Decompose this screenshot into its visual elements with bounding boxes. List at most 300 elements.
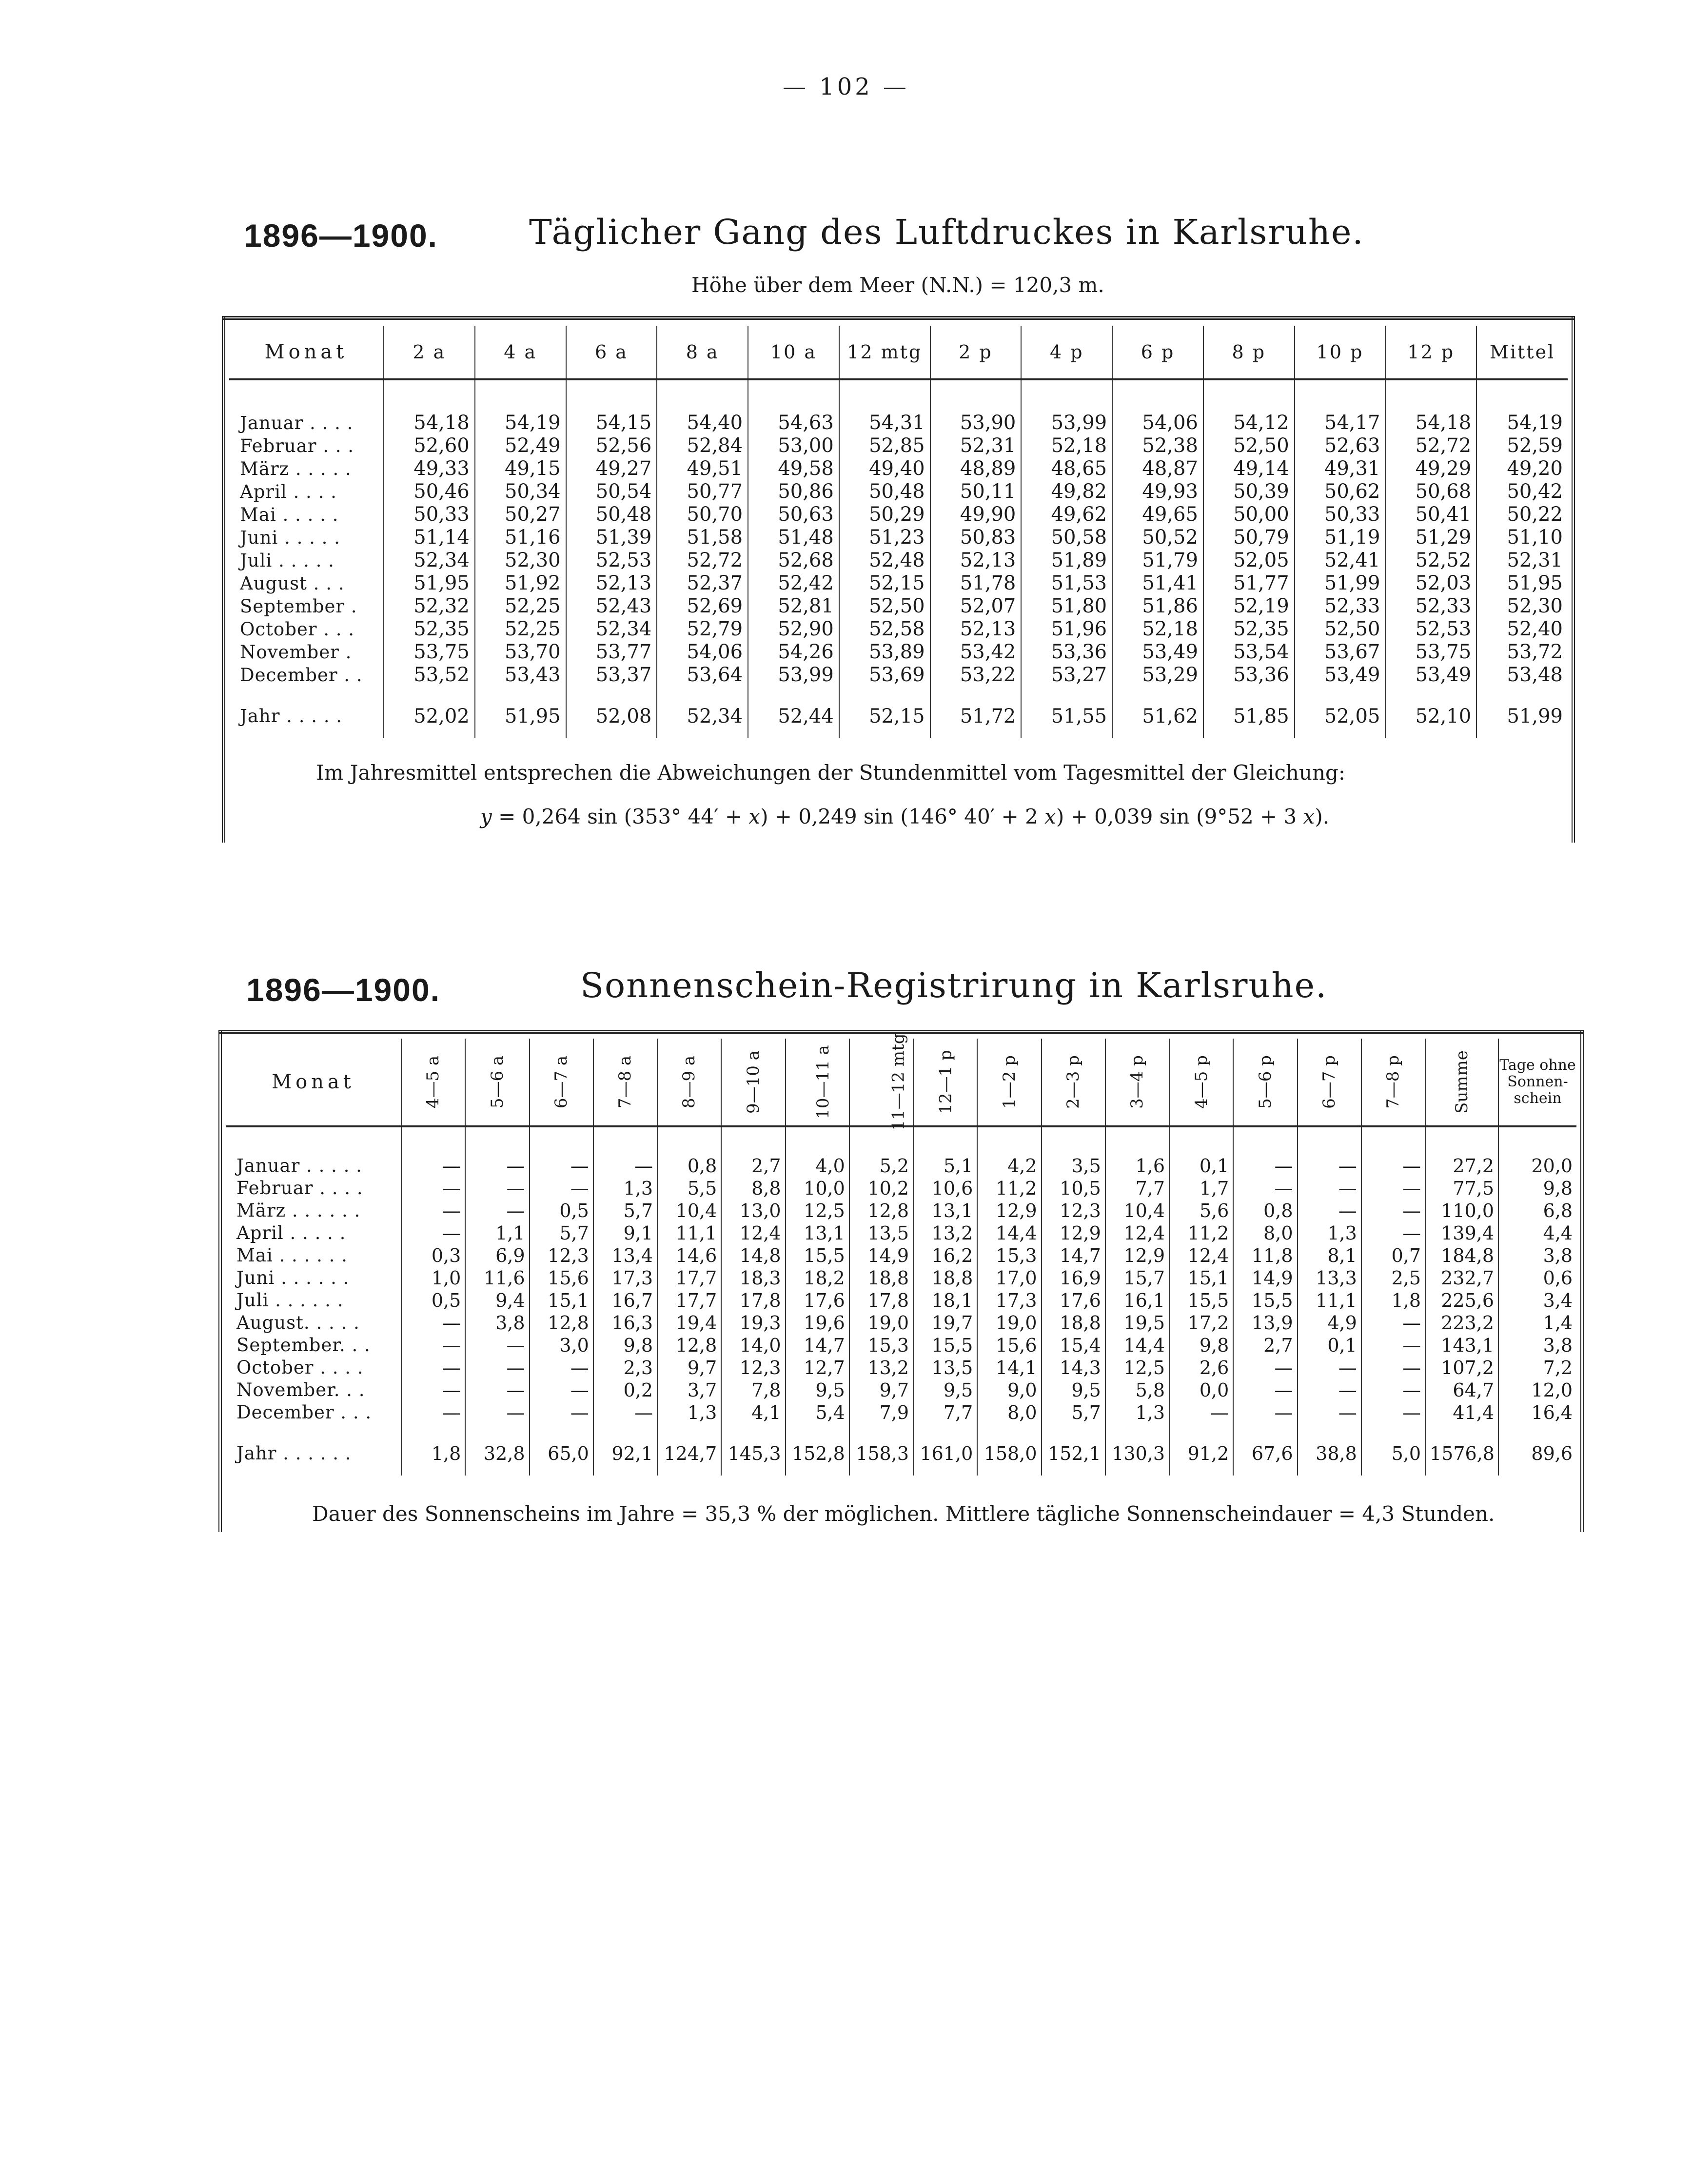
row-label: Mai . . . . . [240, 504, 339, 525]
row-label: August . . . [240, 573, 345, 594]
table2-spacer-cell [1233, 1126, 1297, 1155]
table-cell: 50,79 [1203, 526, 1295, 549]
table-cell: 12,4 [721, 1222, 785, 1244]
table2-header-label-12: 3—4 p [1127, 1055, 1147, 1109]
table-cell: 49,93 [1112, 480, 1203, 503]
table-cell: 9,8 [1498, 1177, 1576, 1200]
pressure-header-row [229, 326, 1568, 379]
table2-end-cell [465, 1468, 529, 1476]
table-cell: 50,86 [748, 480, 839, 503]
table-cell: 17,8 [849, 1289, 913, 1312]
table2-gap-cell [786, 1424, 849, 1434]
table1-end-cell [748, 730, 839, 738]
table2-header-label-14: 5—6 p [1255, 1055, 1275, 1109]
table-cell: — [465, 1200, 529, 1222]
table-cell: 5,1 [913, 1155, 977, 1177]
table2-end-cell [226, 1468, 401, 1476]
table-cell: 0,6 [1498, 1267, 1576, 1289]
table-cell: — [401, 1312, 465, 1334]
table-cell: 52,05 [1295, 696, 1386, 730]
pressure-table [229, 326, 1568, 738]
table-cell: 52,40 [1476, 618, 1568, 641]
table-cell: 54,19 [1476, 412, 1568, 434]
table1-formula [480, 805, 1329, 828]
table-cell: 18,2 [786, 1267, 849, 1289]
table-cell: 14,4 [1105, 1334, 1169, 1357]
table-cell: 1,6 [1105, 1155, 1169, 1177]
table-cell: 49,65 [1112, 503, 1203, 526]
table-cell: 52,52 [1385, 549, 1476, 572]
formula-x2: x [1044, 805, 1056, 828]
table-cell: 52,35 [384, 618, 475, 641]
table-cell: 17,3 [977, 1289, 1041, 1312]
table-cell: 51,14 [384, 526, 475, 549]
table1-title: Täglicher Gang des Luftdruckes in Karlsruhe. [529, 212, 1364, 252]
table2-header-0: Monat [272, 1071, 355, 1093]
table-cell: 49,14 [1203, 457, 1295, 480]
table-cell: 52,08 [566, 696, 657, 730]
table-cell: 5,6 [1169, 1200, 1233, 1222]
table-cell: 18,8 [1042, 1312, 1105, 1334]
table-cell: 9,5 [1042, 1379, 1105, 1401]
table-cell: 1,0 [401, 1267, 465, 1289]
table1-years: 1896—1900. [244, 217, 438, 254]
table-cell: 11,1 [1298, 1289, 1361, 1312]
table-cell: 51,55 [1021, 696, 1112, 730]
table-cell: 52,49 [475, 434, 566, 457]
table-cell: 51,89 [1021, 549, 1112, 572]
table-cell: — [1233, 1401, 1297, 1424]
table-cell: 13,5 [849, 1222, 913, 1244]
table1-gap-row [229, 687, 1568, 696]
table-cell: 14,7 [786, 1334, 849, 1357]
table-cell: 48,87 [1112, 457, 1203, 480]
table-row [226, 1334, 1576, 1357]
table-cell: 52,81 [748, 595, 839, 618]
table1-spacer-cell [930, 379, 1022, 412]
table-cell: 53,27 [1021, 664, 1112, 687]
table-cell: — [1298, 1200, 1361, 1222]
formula-x3: x [1303, 805, 1315, 828]
row-label: Februar . . . [240, 435, 354, 456]
table1-spacer-cell [229, 379, 384, 412]
table2-header-3 [530, 1039, 593, 1126]
table-cell: 16,7 [593, 1289, 657, 1312]
table-cell: — [1361, 1401, 1425, 1424]
table-cell: 51,86 [1112, 595, 1203, 618]
table-cell: 38,8 [1298, 1434, 1361, 1468]
table-cell: 51,80 [1021, 595, 1112, 618]
table1-gap-cell [1476, 687, 1568, 696]
table-cell: 139,4 [1425, 1222, 1498, 1244]
table2-gap-cell [530, 1424, 593, 1434]
table-cell: 2,3 [593, 1357, 657, 1379]
row-label: Juni . . . . . [240, 527, 340, 548]
sunshine-table [226, 1033, 1576, 1476]
table-cell: 49,15 [475, 457, 566, 480]
table2-spacer-cell [849, 1126, 913, 1155]
table-cell: 3,7 [657, 1379, 721, 1401]
table-cell: — [530, 1177, 593, 1200]
table-cell: 50,27 [475, 503, 566, 526]
table-cell: 0,5 [530, 1200, 593, 1222]
table-cell: 107,2 [1425, 1357, 1498, 1379]
table-cell: 51,39 [566, 526, 657, 549]
table1-gap-cell [1112, 687, 1203, 696]
table-cell: — [1361, 1200, 1425, 1222]
table1-header-7: 2 p [930, 326, 1022, 379]
table-row [226, 1267, 1576, 1289]
table-cell: 92,1 [593, 1434, 657, 1468]
table1-header-9: 6 p [1112, 326, 1203, 379]
table1-spacer-cell [1476, 379, 1568, 412]
table1-header-4: 8 a [657, 326, 748, 379]
table1-gap-cell [1021, 687, 1112, 696]
table1-end-cell [1203, 730, 1295, 738]
table2-end-row [226, 1468, 1576, 1476]
table-cell: 52,34 [657, 696, 748, 730]
table1-gap-cell [1295, 687, 1386, 696]
table-cell: 12,3 [1042, 1200, 1105, 1222]
table-cell: 32,8 [465, 1434, 529, 1468]
table2-header-label-10: 1—2 p [999, 1055, 1019, 1109]
table2-end-cell [1498, 1468, 1576, 1476]
table-cell: 51,99 [1295, 572, 1386, 595]
table-cell: — [1298, 1379, 1361, 1401]
table2-gap-cell [1298, 1424, 1361, 1434]
row-label: September . [240, 596, 357, 617]
row-label: Jahr . . . . . [240, 706, 343, 727]
table-cell: 11,2 [977, 1177, 1041, 1200]
table-row [229, 412, 1568, 434]
table-cell: 19,7 [913, 1312, 977, 1334]
table2-spacer-cell [913, 1126, 977, 1155]
table-cell: 54,26 [748, 641, 839, 664]
row-label: August. . . . . [236, 1312, 360, 1333]
table-cell: 52,02 [384, 696, 475, 730]
table2-spacer-cell [1042, 1126, 1105, 1155]
table2-header-11 [1042, 1039, 1105, 1126]
table2-spacer-cell [786, 1126, 849, 1155]
table-cell: 51,85 [1203, 696, 1295, 730]
table-cell: 51,53 [1021, 572, 1112, 595]
table-cell: 3,8 [1498, 1244, 1576, 1267]
table-cell: 51,29 [1385, 526, 1476, 549]
table-cell: — [401, 1222, 465, 1244]
table-cell: 143,1 [1425, 1334, 1498, 1357]
table2-end-cell [1105, 1468, 1169, 1476]
table-cell: 51,78 [930, 572, 1022, 595]
table-cell: 50,11 [930, 480, 1022, 503]
table-cell: — [530, 1401, 593, 1424]
table-cell: 49,27 [566, 457, 657, 480]
table-cell: 50,48 [839, 480, 930, 503]
table-cell: 52,15 [839, 696, 930, 730]
table-cell: 4,2 [977, 1155, 1041, 1177]
table2-header-6 [721, 1039, 785, 1126]
table-cell: 51,16 [475, 526, 566, 549]
table-cell: — [1361, 1357, 1425, 1379]
table-cell: 12,4 [1105, 1222, 1169, 1244]
table-cell: 12,8 [657, 1334, 721, 1357]
table1-end-cell [657, 730, 748, 738]
table1-gap-cell [475, 687, 566, 696]
table-cell: 13,9 [1233, 1312, 1297, 1334]
table-cell: 52,13 [566, 572, 657, 595]
table-cell: 19,0 [849, 1312, 913, 1334]
table-cell: 9,5 [913, 1379, 977, 1401]
table-cell: 4,4 [1498, 1222, 1576, 1244]
table-cell: 52,53 [1385, 618, 1476, 641]
table-cell: 1,3 [1298, 1222, 1361, 1244]
table1-spacer-cell [748, 379, 839, 412]
table2-header-label-5: 8—9 a [679, 1055, 699, 1109]
table1-gap-cell [748, 687, 839, 696]
table-cell: 13,5 [913, 1357, 977, 1379]
table2-gap-cell [465, 1424, 529, 1434]
table-cell: 53,48 [1476, 664, 1568, 687]
table1-end-row [229, 730, 1568, 738]
table-cell: 52,50 [1295, 618, 1386, 641]
row-label: Juli . . . . . . [236, 1290, 344, 1311]
table-cell: 89,6 [1498, 1434, 1576, 1468]
table-cell: 11,8 [1233, 1244, 1297, 1267]
table-cell: — [1361, 1334, 1425, 1357]
table2-gap-cell [226, 1424, 401, 1434]
table-row [229, 664, 1568, 687]
table-cell: 52,03 [1385, 572, 1476, 595]
table-cell: 51,10 [1476, 526, 1568, 549]
table2-end-cell [1233, 1468, 1297, 1476]
table1-spacer-cell [1295, 379, 1386, 412]
row-label: December . . . [236, 1402, 372, 1423]
table-cell: — [1361, 1177, 1425, 1200]
table-row [229, 457, 1568, 480]
table2-gap-cell [1233, 1424, 1297, 1434]
table-cell: 49,58 [748, 457, 839, 480]
table-cell: 12,7 [786, 1357, 849, 1379]
table-cell: 12,8 [530, 1312, 593, 1334]
table2-spacer-cell [1298, 1126, 1361, 1155]
formula-y: y [480, 805, 492, 828]
table-row [226, 1379, 1576, 1401]
table-cell: 52,72 [1385, 434, 1476, 457]
table-cell: — [1298, 1401, 1361, 1424]
table2-header-4 [593, 1039, 657, 1126]
formula-x1: x [748, 805, 761, 828]
table-cell: 53,22 [930, 664, 1022, 687]
table-cell: 52,34 [384, 549, 475, 572]
table-cell: 53,70 [475, 641, 566, 664]
table2-gap-cell [1042, 1424, 1105, 1434]
table1-spacer-row [229, 379, 1568, 412]
table-cell: 53,52 [384, 664, 475, 687]
table1-header-12: 12 p [1385, 326, 1476, 379]
table2-header-17 [1425, 1039, 1498, 1126]
table-cell: 0,1 [1169, 1155, 1233, 1177]
table1-end-cell [1476, 730, 1568, 738]
table2-header-label-8: 11—12 mtg [888, 1033, 908, 1131]
table-cell: 15,3 [849, 1334, 913, 1357]
table-cell: 10,0 [786, 1177, 849, 1200]
table-cell: 1,3 [593, 1177, 657, 1200]
table-cell: 8,0 [1233, 1222, 1297, 1244]
table-cell: 8,0 [977, 1401, 1041, 1424]
table-cell: 52,79 [657, 618, 748, 641]
table-cell: 3,0 [530, 1334, 593, 1357]
table1-header-3: 6 a [566, 326, 657, 379]
table1-gap-cell [1203, 687, 1295, 696]
table-cell: 48,89 [930, 457, 1022, 480]
table-cell: 54,63 [748, 412, 839, 434]
table-cell: 53,64 [657, 664, 748, 687]
table2-header-label-6: 9—10 a [744, 1050, 764, 1114]
table1-header-6: 12 mtg [839, 326, 930, 379]
table-cell: 17,8 [721, 1289, 785, 1312]
table-cell: 49,33 [384, 457, 475, 480]
table2-gap-cell [401, 1424, 465, 1434]
table-row [226, 1200, 1576, 1222]
table-cell: 65,0 [530, 1434, 593, 1468]
row-label: Juni . . . . . . [236, 1267, 350, 1288]
table1-gap-cell [657, 687, 748, 696]
table-cell: 50,46 [384, 480, 475, 503]
table-cell: 12,5 [786, 1200, 849, 1222]
table-cell: 52,48 [839, 549, 930, 572]
table2-spacer-cell [1105, 1126, 1169, 1155]
table-cell: 8,8 [721, 1177, 785, 1200]
table-cell: 12,0 [1498, 1379, 1576, 1401]
table-cell: 52,60 [384, 434, 475, 457]
table2-header-label-2: 5—6 a [487, 1055, 507, 1109]
table-cell: 54,19 [475, 412, 566, 434]
table2-gap-cell [1105, 1424, 1169, 1434]
table-row [229, 503, 1568, 526]
table2-header-7 [786, 1039, 849, 1126]
table-cell: 49,40 [839, 457, 930, 480]
table2-end-cell [1361, 1468, 1425, 1476]
table2-gap-cell [1425, 1424, 1498, 1434]
table-cell: 13,2 [913, 1222, 977, 1244]
table-cell: 3,8 [465, 1312, 529, 1334]
table-cell: 12,3 [721, 1357, 785, 1379]
table-cell: 19,6 [786, 1312, 849, 1334]
table1-end-cell [384, 730, 475, 738]
table-cell: 48,65 [1021, 457, 1112, 480]
table-cell: 14,8 [721, 1244, 785, 1267]
table-cell: 53,90 [930, 412, 1022, 434]
table-cell: 0,7 [1361, 1244, 1425, 1267]
table-cell: 52,32 [384, 595, 475, 618]
table2-end-cell [1042, 1468, 1105, 1476]
table2-header-label-1: 4—5 a [423, 1055, 443, 1109]
table-cell: 50,83 [930, 526, 1022, 549]
table-row [229, 641, 1568, 664]
table-cell: 14,3 [1042, 1357, 1105, 1379]
table-cell: 53,43 [475, 664, 566, 687]
table-cell: 53,54 [1203, 641, 1295, 664]
table-cell: — [401, 1379, 465, 1401]
table-cell: 50,52 [1112, 526, 1203, 549]
table-cell: 14,6 [657, 1244, 721, 1267]
table-cell: 14,7 [1042, 1244, 1105, 1267]
table-cell: 51,92 [475, 572, 566, 595]
table-cell: — [401, 1357, 465, 1379]
table-cell: 50,58 [1021, 526, 1112, 549]
table-cell: 52,85 [839, 434, 930, 457]
table-cell: 8,1 [1298, 1244, 1361, 1267]
table-cell: 12,8 [849, 1200, 913, 1222]
table-cell: 53,49 [1112, 641, 1203, 664]
table2-gap-cell [1498, 1424, 1576, 1434]
table-cell: 52,10 [1385, 696, 1476, 730]
table-row [229, 595, 1568, 618]
table-cell: 53,37 [566, 664, 657, 687]
table-cell: 16,4 [1498, 1401, 1576, 1424]
table-cell: 17,0 [977, 1267, 1041, 1289]
table-cell: 20,0 [1498, 1155, 1576, 1177]
table-cell: 10,6 [913, 1177, 977, 1200]
table2-header-label-13: 4—5 p [1191, 1055, 1211, 1109]
table-cell: — [401, 1200, 465, 1222]
table-cell: 5,5 [657, 1177, 721, 1200]
table-cell: 16,3 [593, 1312, 657, 1334]
table-cell: 152,8 [786, 1434, 849, 1468]
table-cell: 51,62 [1112, 696, 1203, 730]
table-cell: 52,90 [748, 618, 839, 641]
sunshine-header-row [226, 1039, 1576, 1126]
table-cell: 3,5 [1042, 1155, 1105, 1177]
table-cell: 4,1 [721, 1401, 785, 1424]
table-cell: 13,4 [593, 1244, 657, 1267]
table2-spacer-cell [530, 1126, 593, 1155]
table1-spacer-cell [839, 379, 930, 412]
table-cell: 19,4 [657, 1312, 721, 1334]
table-cell: 53,42 [930, 641, 1022, 664]
table-cell: 9,8 [1169, 1334, 1233, 1357]
table-cell: 14,4 [977, 1222, 1041, 1244]
table-cell: 52,30 [475, 549, 566, 572]
table-cell: 17,3 [593, 1267, 657, 1289]
table-cell: 49,20 [1476, 457, 1568, 480]
row-label: April . . . . . [236, 1222, 346, 1243]
table-cell: 15,5 [1169, 1289, 1233, 1312]
table-cell: 184,8 [1425, 1244, 1498, 1267]
table-cell: 5,0 [1361, 1434, 1425, 1468]
table-cell: 41,4 [1425, 1401, 1498, 1424]
table-cell: 52,44 [748, 696, 839, 730]
table1-spacer-cell [657, 379, 748, 412]
table-cell: 10,5 [1042, 1177, 1105, 1200]
row-label: April . . . . [240, 481, 337, 502]
table-cell: 52,41 [1295, 549, 1386, 572]
table-cell: 15,3 [977, 1244, 1041, 1267]
table-cell: 51,95 [384, 572, 475, 595]
table-cell: 158,3 [849, 1434, 913, 1468]
table2-end-cell [913, 1468, 977, 1476]
table-cell: 1,3 [1105, 1401, 1169, 1424]
table2-spacer-row [226, 1126, 1576, 1155]
table-cell: 54,06 [657, 641, 748, 664]
table1-gap-cell [930, 687, 1022, 696]
table-cell: 52,25 [475, 595, 566, 618]
table-row [229, 526, 1568, 549]
table-cell: — [1233, 1379, 1297, 1401]
table2-header-1 [401, 1039, 465, 1126]
table-cell: 53,49 [1385, 664, 1476, 687]
table-cell: 10,4 [657, 1200, 721, 1222]
table-cell: — [401, 1155, 465, 1177]
